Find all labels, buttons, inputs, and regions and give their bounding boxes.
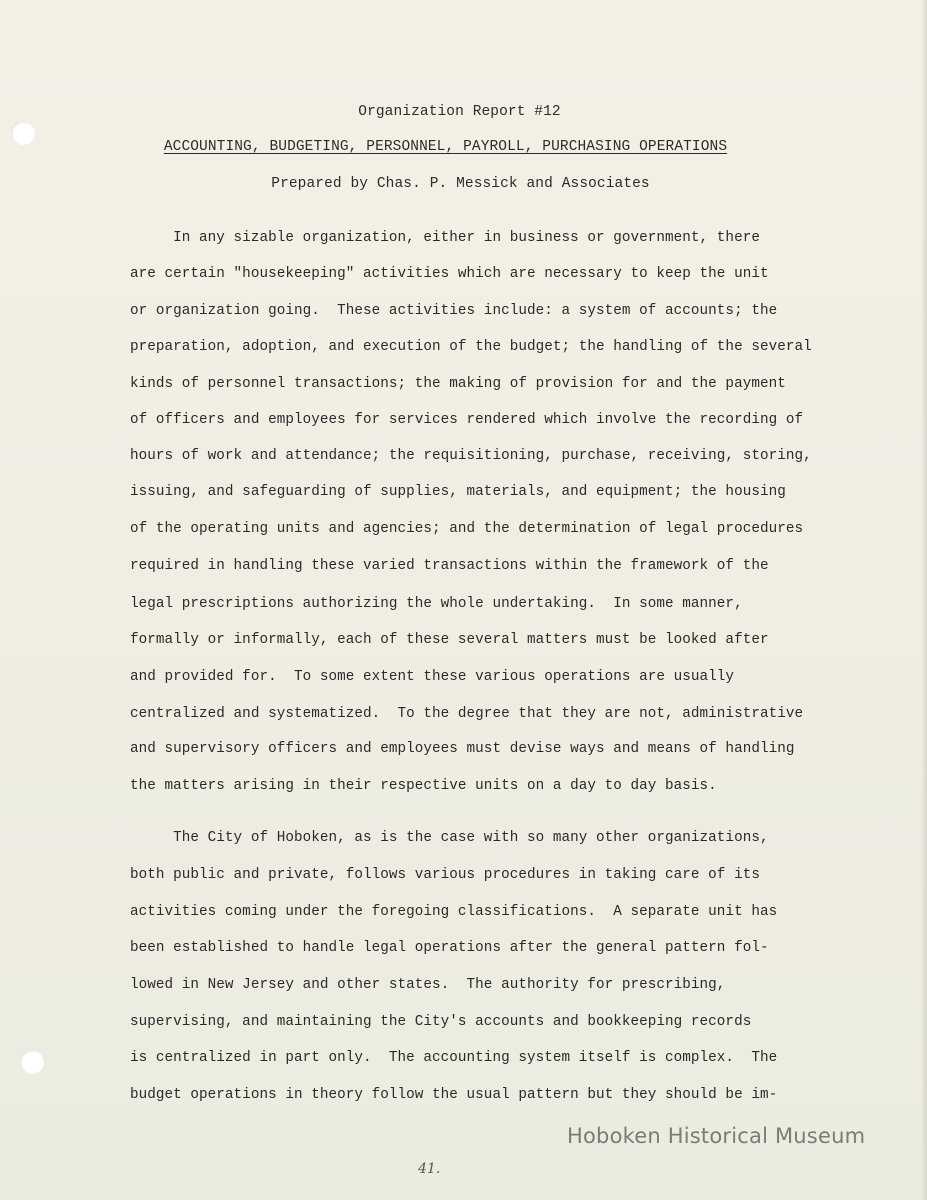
text-line: formally or informally, each of these several matters must be looked after — [130, 632, 769, 648]
text-line: supervising, and maintaining the City's accounts and bookkeeping records — [130, 1014, 752, 1030]
text-line: The City of Hoboken, as is the case with so many other organizations, — [130, 830, 769, 846]
text-line: centralized and systematized. To the degree that they are not, administrative — [130, 706, 804, 722]
page-number: 41. — [418, 1161, 441, 1177]
text-line: issuing, and safeguarding of supplies, materials, and equipment; the housing — [130, 484, 786, 500]
report-subject: ACCOUNTING, BUDGETING, PERSONNEL, PAYROLL, PURCHASING OPERATIONS — [163, 139, 728, 155]
text-line: the matters arising in their respective units on a day to day basis. — [130, 778, 717, 794]
text-line: budget operations in theory follow the usual pattern but they should be im- — [130, 1087, 778, 1103]
text-line: In any sizable organization, either in business or government, there — [130, 230, 760, 246]
text-line: activities coming under the foregoing classifications. A separate unit has — [130, 904, 778, 920]
text-line: both public and private, follows various procedures in taking care of its — [130, 867, 760, 883]
text-line: preparation, adoption, and execution of the budget; the handling of the several — [130, 339, 812, 355]
text-line: and provided for. To some extent these various operations are usually — [130, 669, 735, 685]
prepared-by: Prepared by Chas. P. Messick and Associates — [271, 176, 650, 192]
text-line: or organization going. These activities include: a system of accounts; the — [130, 303, 778, 319]
text-line: are certain "housekeeping" activities which are necessary to keep the unit — [130, 266, 769, 282]
text-line: been established to handle legal operations after the general pattern fol- — [130, 940, 769, 956]
report-heading: Organization Report #12 — [358, 104, 561, 120]
text-line: lowed in New Jersey and other states. The authority for prescribing, — [130, 977, 726, 993]
text-line: is centralized in part only. The accounting system itself is complex. The — [130, 1050, 778, 1066]
museum-watermark: Hoboken Historical Museum — [567, 1124, 866, 1148]
punch-hole-bottom — [20, 1050, 44, 1074]
text-line: and supervisory officers and employees must devise ways and means of handling — [130, 741, 795, 757]
text-line: of the operating units and agencies; and the determination of legal procedures — [130, 521, 804, 537]
text-line: of officers and employees for services rendered which involve the recording of — [130, 412, 804, 428]
text-line: hours of work and attendance; the requisitioning, purchase, receiving, storing, — [130, 448, 812, 464]
text-line: required in handling these varied transactions within the framework of the — [130, 558, 769, 574]
text-line: kinds of personnel transactions; the making of provision for and the payment — [130, 376, 786, 392]
text-line: legal prescriptions authorizing the whole undertaking. In some manner, — [130, 596, 743, 612]
